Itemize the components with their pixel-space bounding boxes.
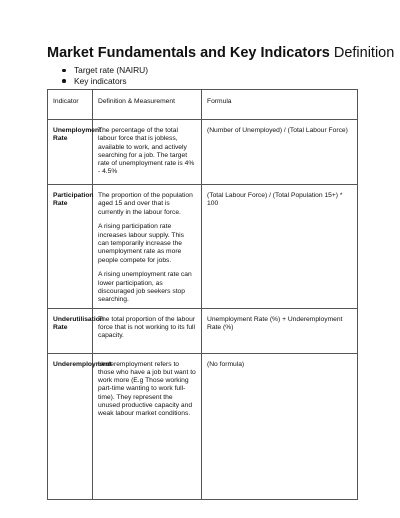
table-row (48, 120, 358, 185)
bullet-item: Target rate (NAIRU) (62, 65, 148, 76)
formula-cell: (Total Labour Force) / (Total Population 15+) * 100 (202, 185, 358, 309)
definition-cell (93, 353, 202, 499)
definition-paragraph: The percentage of the total labour force that is jobless, available to work, and actively searching for a job. The target rate of unemployment rate is 4% - 4.5% (98, 127, 195, 176)
indicator-cell: Underemployment (48, 353, 93, 499)
definition-cell (93, 308, 202, 353)
bullet-item: Key indicators (62, 76, 148, 87)
indicators-table (47, 89, 358, 500)
header-indicator: Indicator (48, 90, 93, 120)
table-row (48, 353, 358, 499)
header-formula: Formula (202, 90, 358, 120)
formula-cell: (Number of Unemployed) / (Total Labour Force) (202, 120, 358, 185)
indicator-cell: Participation Rate (48, 185, 93, 309)
table-header-row (48, 90, 358, 120)
definition-cell (93, 185, 202, 309)
definition-paragraph: A rising unemployment rate can lower participation, as discouraged job seekers stop searching. (98, 271, 192, 304)
indicator-cell: Unemployment Rate (48, 120, 93, 185)
definition-paragraph: Underemployment refers to those who have a job but want to work more (E.g Those working part-time wanting to work full-time). They represent the unused productive capacity and weak labour market conditions. (98, 360, 196, 418)
header-definition: Definition & Measurement (93, 90, 202, 120)
formula-cell: Unemployment Rate (%) + Underemployment Rate (%) (202, 308, 358, 353)
page-title (47, 45, 395, 62)
title-bold-part: Market Fundamentals and Key Indicators (47, 45, 330, 61)
definition-paragraph: The total proportion of the labour force that is not working to its full capacity. (98, 315, 196, 340)
indicator-cell: Underutilisation Rate (48, 308, 93, 353)
title-suffix: Definition (333, 45, 395, 61)
definition-paragraph: A rising participation rate increases labour supply. This can temporarily increase the unemployment rate as more people compete for jobs. (98, 223, 184, 264)
definition-paragraph: The proportion of the population aged 15 and over that is currently in the labour force. (98, 192, 193, 216)
formula-cell: (No formula) (202, 353, 358, 499)
table-row (48, 185, 358, 309)
bullet-list (62, 65, 148, 86)
definition-cell (93, 120, 202, 185)
table-row (48, 308, 358, 353)
